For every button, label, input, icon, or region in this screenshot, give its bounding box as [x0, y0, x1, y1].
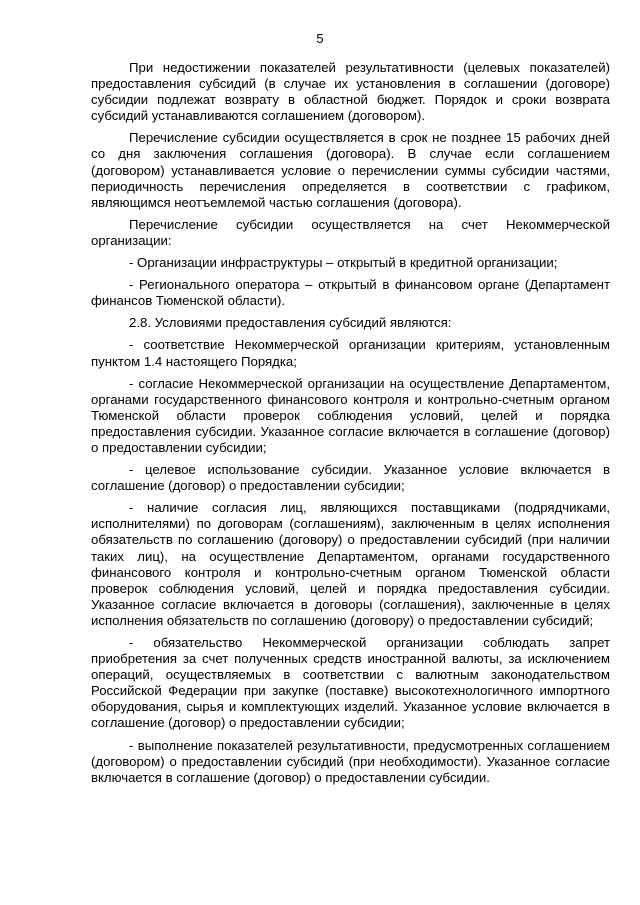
page-number: 5	[316, 31, 324, 46]
paragraph-regional-operator-account: - Регионального оператора – открытый в финансовом органе (Департамент финансов Тюменской области).	[91, 277, 610, 309]
document-body	[91, 60, 610, 792]
paragraph-section-2-8-heading: 2.8. Условиями предоставления субсидий являются:	[129, 315, 452, 331]
paragraph-infrastructure-account: - Организации инфраструктуры – открытый в кредитной организации;	[129, 255, 558, 271]
paragraph-consent-to-audits: - согласие Некоммерческой организации на осуществление Департаментом, органами государственного финансового контроля и контрольно-счетным органом Тюменской области проверок соблюдения условий, целей и порядка предоставления субсидии. Указанное согласие включается в соглашение (договор) о предоставлении субсидии;	[91, 375, 610, 455]
paragraph-targeted-use: - целевое использование субсидии. Указанное условие включается в соглашение (договор) о предоставлении субсидии;	[91, 462, 610, 494]
paragraph-refund-of-subsidies: При недостижении показателей результативности (целевых показателей) предоставления субсидий (в случае их установления в соглашении (договоре) субсидии подлежат возврату в областной бюджет. Порядок и сроки возврата субсидий устанавливаются соглашением (договором).	[91, 60, 610, 124]
paragraph-performance-indicators: - выполнение показателей результативности, предусмотренных соглашением (договором) о предоставлении субсидий (при необходимости). Указанное согласие включается в соглашение (договор) о предоставлении субсидии.	[91, 737, 610, 785]
paragraph-supplier-consent: - наличие согласия лиц, являющихся поставщиками (подрядчиками, исполнителями) по договорам (соглашениям), заключенным в целях исполнения обязательств по соглашению (договору) о предоставлении субсидий (при наличии таких лиц), на осуществление Департаментом, органами государственного финансового контроля и контрольно-счетным органом Тюменской области проверок соблюдения условий, целей и порядка предоставления субсидии. Указанное согласие включается в договоры (соглашения), заключенные в целях исполнения обязательств по соглашению (договору) о предоставлении субсидий;	[91, 500, 610, 628]
paragraph-transfer-deadline: Перечисление субсидии осуществляется в срок не позднее 15 рабочих дней со дня заключения соглашения (договора). В случае если соглашением (договором) устанавливается условие о перечислении суммы субсидии частями, периодичность перечисления определяется в соответствии с графиком, являющимся неотъемлемой частью соглашения (договора).	[91, 130, 610, 210]
paragraph-foreign-currency-ban: - обязательство Некоммерческой организации соблюдать запрет приобретения за счет полученных средств иностранной валюты, за исключением операций, осуществляемых в соответствии с валютным законодательством Российской Федерации при закупке (поставке) высокотехнологичного импортного оборудования, сырья и комплектующих изделий. Указанное условие включается в соглашение (договор) о предоставлении субсидии;	[91, 635, 610, 731]
paragraph-criteria-compliance: - соответствие Некоммерческой организации критериям, установленным пунктом 1.4 настоящего Порядка;	[91, 337, 610, 369]
paragraph-transfer-account: Перечисление субсидии осуществляется на счет Некоммерческой организации:	[91, 216, 610, 248]
